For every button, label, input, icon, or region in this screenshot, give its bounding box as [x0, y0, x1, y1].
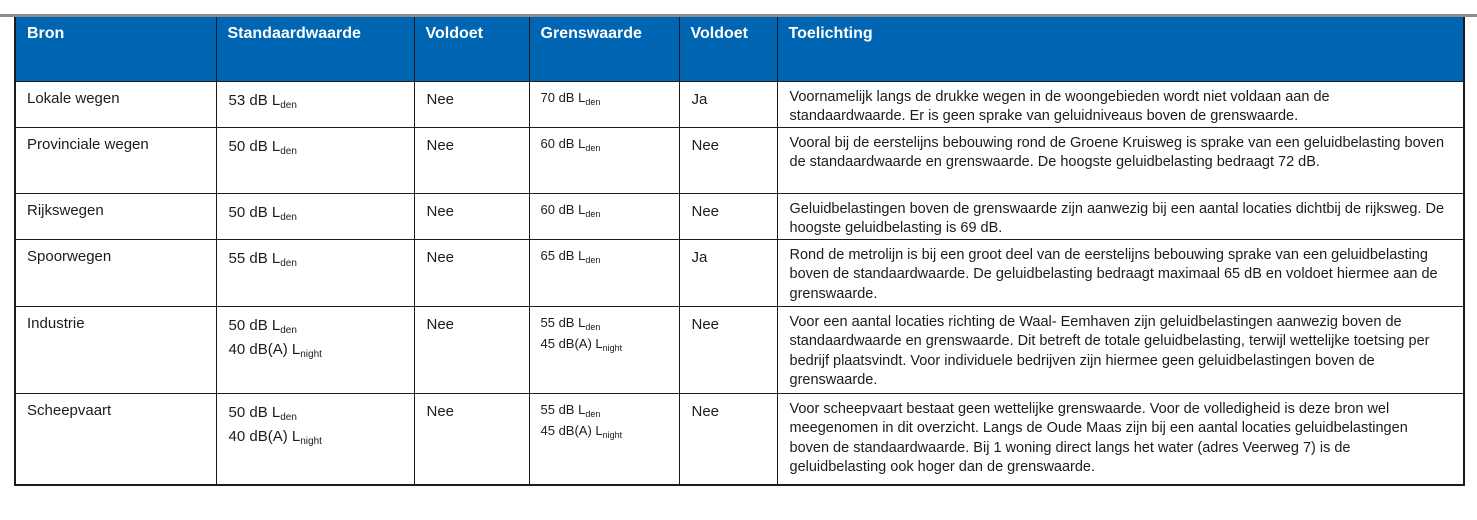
noise-value-line: [541, 200, 673, 221]
noise-value-text: 50 dB L: [228, 316, 281, 334]
noise-value-subscript: night: [602, 342, 623, 353]
noise-value-subscript: night: [602, 429, 623, 440]
cell-bron: [15, 393, 216, 485]
cell-standaardwaarde: [216, 193, 414, 239]
cell-toelichting: [777, 239, 1464, 306]
noise-value-subscript: den: [280, 211, 297, 223]
noise-value-line: [541, 421, 673, 442]
column-header-voldoet-grens: Voldoet: [679, 15, 777, 81]
column-header-standaardwaarde: Standaardwaarde: [216, 15, 414, 81]
cell-bron: [15, 81, 216, 127]
noise-value-line: [229, 248, 408, 272]
noise-value-subscript: den: [585, 96, 601, 107]
noise-value-text: 65 dB L: [540, 247, 586, 263]
noise-value-line: [541, 334, 673, 355]
noise-value-text: 40 dB(A) L: [228, 427, 301, 445]
noise-value-text: 45 dB(A) L: [540, 335, 603, 351]
noise-value-line: [541, 246, 673, 267]
table-row: [15, 239, 1464, 306]
cell-voldoet-standaard: [414, 193, 529, 239]
cell-toelichting-text: Geluidbelastingen boven de grenswaarde zijn aanwezig bij een aantal locaties dichtbij de rijksweg. De hoogste geluidbelasting is 69 dB.: [789, 200, 1445, 236]
noise-assessment-table: [14, 14, 1465, 486]
noise-value-line: [541, 88, 673, 109]
noise-value-subscript: den: [585, 142, 601, 153]
cell-standaardwaarde: [216, 393, 414, 485]
cell-toelichting: [777, 81, 1464, 127]
cell-grenswaarde: [529, 81, 679, 127]
noise-value-subscript: den: [585, 321, 601, 332]
cell-toelichting-text: Voornamelijk langs de drukke wegen in de woongebieden wordt niet voldaan aan de standaardwaarde. Er is geen sprake van geluidniveaus boven de grenswaarde.: [789, 88, 1330, 124]
cell-voldoet-grens-text: Nee: [691, 202, 720, 220]
cell-voldoet-standaard-text: Nee: [426, 315, 455, 333]
noise-value-text: 60 dB L: [540, 135, 586, 151]
cell-standaardwaarde: [216, 81, 414, 127]
noise-value-subscript: den: [585, 208, 601, 219]
noise-value-text: 50 dB L: [228, 137, 281, 155]
cell-bron: [15, 306, 216, 393]
cell-voldoet-grens: [679, 81, 777, 127]
cell-bron-text: Lokale wegen: [27, 89, 120, 107]
noise-value-subscript: den: [280, 257, 297, 269]
table-row: [15, 393, 1464, 485]
noise-value-text: 45 dB(A) L: [540, 422, 603, 438]
noise-value-line: [229, 136, 408, 160]
cell-standaardwaarde: [216, 239, 414, 306]
cell-voldoet-grens-text: Nee: [691, 402, 720, 420]
cell-toelichting: [777, 127, 1464, 193]
noise-value-line: [229, 339, 408, 363]
noise-value-subscript: den: [280, 411, 297, 423]
noise-value-subscript: den: [585, 254, 601, 265]
noise-value-text: 55 dB L: [228, 249, 281, 267]
cell-voldoet-grens-text: Nee: [691, 136, 720, 154]
noise-value-subscript: den: [280, 99, 297, 111]
noise-value-text: 60 dB L: [540, 201, 586, 217]
cell-toelichting: [777, 393, 1464, 485]
noise-value-text: 55 dB L: [540, 314, 586, 330]
noise-value-line: [229, 426, 408, 450]
cell-bron-text: Industrie: [27, 314, 85, 332]
noise-value-text: 53 dB L: [228, 91, 281, 109]
cell-voldoet-standaard: [414, 393, 529, 485]
cell-grenswaarde: [529, 239, 679, 306]
cell-toelichting-text: Rond de metrolijn is bij een groot deel van de eerstelijns bebouwing sprake van een geluidbelasting boven de standaardwaarde. De geluidbelasting bedraagt maximaal 65 dB en voldoet hiermee aan de grenswaarde.: [789, 246, 1438, 302]
cell-grenswaarde: [529, 193, 679, 239]
table-row: [15, 81, 1464, 127]
cell-voldoet-standaard: [414, 127, 529, 193]
noise-value-text: 50 dB L: [228, 403, 281, 421]
table-header-row: [15, 15, 1464, 81]
noise-value-subscript: night: [300, 348, 322, 360]
cell-voldoet-standaard-text: Nee: [426, 136, 455, 154]
cell-bron-text: Rijkswegen: [27, 201, 104, 219]
document-page: [0, 14, 1477, 486]
cell-bron-text: Spoorwegen: [27, 247, 112, 265]
noise-value-text: 50 dB L: [228, 203, 281, 221]
cell-toelichting: [777, 193, 1464, 239]
column-header-voldoet-standaard: Voldoet: [414, 15, 529, 81]
cell-bron: [15, 239, 216, 306]
cell-voldoet-grens: [679, 306, 777, 393]
cell-voldoet-grens-text: Ja: [691, 90, 708, 108]
noise-value-line: [229, 90, 408, 114]
noise-value-subscript: den: [280, 145, 297, 157]
cell-voldoet-grens: [679, 239, 777, 306]
table-row: [15, 193, 1464, 239]
cell-voldoet-standaard-text: Nee: [426, 202, 455, 220]
table-row: [15, 306, 1464, 393]
noise-value-line: [229, 402, 408, 426]
cell-voldoet-standaard: [414, 306, 529, 393]
noise-value-text: 55 dB L: [540, 401, 586, 417]
cell-bron-text: Scheepvaart: [27, 401, 112, 419]
noise-value-line: [541, 134, 673, 155]
cell-voldoet-standaard: [414, 239, 529, 306]
cell-toelichting-text: Voor scheepvaart bestaat geen wettelijke grenswaarde. Voor de volledigheid is deze bron wel meegenomen in dit overzicht. Langs de Oude Maas zijn bij een aantal locaties geluidbelastingen boven de standaardwaarde. Bij 1 woning direct langs het water (adres Veerweg 7) is de geluidbelasting ook hoger dan de grenswaarde.: [789, 400, 1408, 475]
noise-value-line: [229, 202, 408, 226]
noise-value-line: [541, 400, 673, 421]
noise-value-text: 70 dB L: [540, 89, 586, 105]
cell-standaardwaarde: [216, 127, 414, 193]
cell-bron: [15, 127, 216, 193]
noise-value-subscript: den: [585, 408, 601, 419]
cell-grenswaarde: [529, 127, 679, 193]
noise-value-subscript: den: [280, 324, 297, 336]
cell-voldoet-grens-text: Nee: [691, 315, 720, 333]
cell-toelichting-text: Vooral bij de eerstelijns bebouwing rond de Groene Kruisweg is sprake van een geluidbelasting boven de standaardwaarde en grenswaarde. De hoogste geluidbelasting bedraagt 72 dB.: [789, 134, 1445, 170]
cell-voldoet-grens: [679, 127, 777, 193]
column-header-grenswaarde: Grenswaarde: [529, 15, 679, 81]
cell-voldoet-standaard-text: Nee: [426, 248, 455, 266]
noise-value-subscript: night: [300, 435, 322, 447]
cell-voldoet-grens: [679, 193, 777, 239]
column-header-toelichting: Toelichting: [777, 15, 1464, 81]
cell-toelichting-text: Voor een aantal locaties richting de Waal- Eemhaven zijn geluidbelastingen aanwezig boven de standaardwaarde en grenswaarde. Dit betreft de totale geluidbelasting, terwijl wettelijke toetsing per bedrijf plaatsvindt. Voor individuele bedrijven zijn hiermee geen geluidbelastingen boven de grenswaarde.: [789, 313, 1430, 388]
cell-voldoet-grens: [679, 393, 777, 485]
page-top-edge-line: [0, 14, 1477, 17]
noise-value-text: 40 dB(A) L: [228, 340, 301, 358]
cell-standaardwaarde: [216, 306, 414, 393]
cell-bron-text: Provinciale wegen: [27, 135, 149, 153]
cell-grenswaarde: [529, 306, 679, 393]
cell-voldoet-grens-text: Ja: [691, 248, 708, 266]
cell-toelichting: [777, 306, 1464, 393]
table-body: [15, 81, 1464, 485]
column-header-bron: Bron: [15, 15, 216, 81]
noise-value-line: [541, 313, 673, 334]
noise-value-line: [229, 315, 408, 339]
cell-voldoet-standaard-text: Nee: [426, 402, 455, 420]
cell-voldoet-standaard: [414, 81, 529, 127]
cell-voldoet-standaard-text: Nee: [426, 90, 455, 108]
table-row: [15, 127, 1464, 193]
cell-bron: [15, 193, 216, 239]
cell-grenswaarde: [529, 393, 679, 485]
